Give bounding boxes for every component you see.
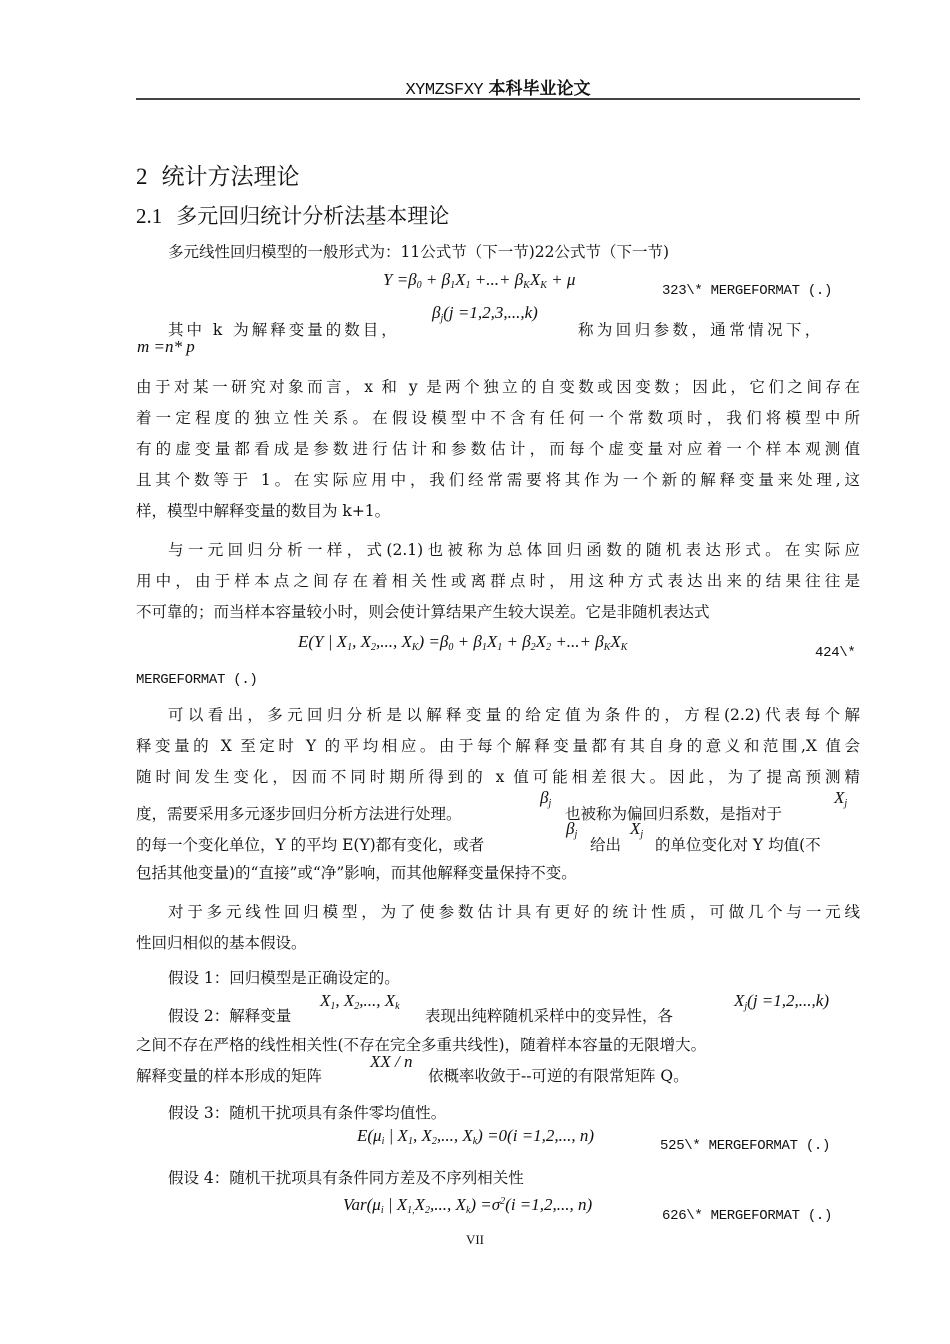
intro-text: 多元线性回归模型的一般形式为：11公式节（下一节)22公式节（下一节) [168, 243, 670, 261]
equation-2: E(Y | $X_1$, $X_2$,..., $X_K) =\beta_0 + \beta_1X_1 + \beta_2X_2$ +...+ $\beta_KX_K$ [298, 632, 628, 653]
beta-j-math [540, 788, 551, 809]
assumption-4: 假设 4：随机干扰项具有条件同方差及不序列相关性 [168, 1169, 524, 1187]
subscript-j: j [574, 829, 578, 840]
equation-4: $Var(\mu_i$ | $X_{1,}X_2$,..., $X_k) =\sigma^2(i =1,2$,..., n) [343, 1195, 593, 1216]
x-symbol: X [834, 788, 845, 807]
p4-line-1 [168, 700, 860, 731]
p2-line-4: 且其个数等于 1。在实际应用中，我们经常需要将其作为一个新的解释变量来处理,这 [136, 471, 860, 489]
assumption-2-line-2: 之间不存在严格的线性相关性(不存在完全多重共线性)，随着样本容量的无限增大。 [136, 1036, 707, 1054]
chapter-number: 2 [136, 164, 148, 189]
p4-line-3: 随时间发生变化，因而不同时期所得到的 x 值可能相差很大。因此，为了提高预测精 [136, 768, 860, 786]
beta-symbol: β [540, 788, 549, 807]
subscript-j: j [548, 798, 552, 809]
equation-3-number: 525\* MERGEFORMAT (.) [660, 1138, 831, 1154]
m-equals-np-math: m =n* p [137, 337, 195, 356]
p5-line-1-text: 对于多元线性回归模型，为了使参数估计具有更好的统计性质，可做几个与一元线 [168, 903, 860, 921]
xj-range-math: $X_j(j =1,2,...,k)$ [734, 991, 829, 1012]
assumption-1: 假设 1：回归模型是正确设定的。 [168, 969, 400, 987]
beta-j-range-math: $\beta_j(j =1,2,3,...,k)$ [432, 303, 538, 324]
page-header [136, 74, 860, 100]
p4-line-5-a: 的每一个变化单位，Y 的平均 E(Y)都有变化，或者 [136, 836, 485, 854]
p5-line-1 [168, 897, 860, 928]
p4-line-6: 包括其他变量)的“直接”或“净”影响，而其他解释变量保持不变。 [136, 864, 577, 882]
assumption-2-line-1-a: 假设 2：解释变量 [168, 1007, 292, 1025]
x-symbol: X [630, 819, 641, 838]
p4-line-2: 释变量的 X 至定时 Y 的平均相应。由于每个解释变量都有其自身的意义和范围,X 值会 [136, 737, 860, 755]
equation-2-number-a: 424\* [815, 645, 856, 661]
p2-line-2: 着一定程度的独立性关系。在假设模型中不含有任何一个常数项时，我们将模型中所 [136, 409, 860, 427]
x-j-math [834, 788, 847, 809]
subscript-j: j [640, 829, 644, 840]
p4-line-4-b: 也被称为偏回归系数，是指对于 [565, 805, 783, 823]
section-number: 2.1 [136, 204, 163, 228]
equation-3: $E(\mu_i$ | $X_1$, $X_2$,..., $X_k) =0(i =1,2$,..., n) [357, 1126, 595, 1147]
p5-line-2: 性回归相似的基本假设。 [136, 934, 307, 952]
p2-line-5: 样，模型中解释变量的数目为 k+1。 [136, 502, 391, 520]
subscript-j: j [844, 798, 848, 809]
beta-symbol: β [566, 819, 575, 838]
p4-line-1-text: 可以看出，多元回归分析是以解释变量的给定值为条件的，方程(2.2)代表每个解 [168, 706, 860, 724]
page-number: VII [465, 1232, 485, 1247]
section-title: 多元回归统计分析法基本理论 [176, 204, 450, 228]
assumption-3: 假设 3：随机干扰项具有条件零均值性。 [168, 1104, 447, 1122]
assumption-2-line-3-a: 解释变量的样本形成的矩阵 [136, 1067, 323, 1085]
p4-line-5-b: 给出 [590, 836, 622, 854]
beta-j-math-2 [566, 819, 577, 840]
p2-line-3: 有的虚变量都看成是参数进行估计和参数估计，而每个虚变量对应着一个样本观测值 [136, 440, 860, 458]
xx-over-n-math: XX / n [370, 1052, 413, 1071]
equation-4-number: 626\* MERGEFORMAT (.) [662, 1208, 833, 1224]
p3-line-2: 用中，由于样本点之间存在着相关性或离群点时，用这种方式表达出来的结果往往是 [136, 572, 860, 590]
p1-line1-text: 其中 k 为解释变量的数目， [168, 321, 400, 339]
x-j-math-2 [630, 819, 643, 840]
p4-line-5-c: 的单位变化对 Y 均值(不 [655, 836, 821, 854]
p3-line-3: 不可靠的；而当样本容量较小时，则会使计算结果产生较大误差。它是非随机表达式 [136, 603, 710, 621]
equation-2-number-b: MERGEFORMAT (.) [136, 672, 258, 688]
assumption-2-line-3-b: 依概率收敛于--可逆的有限常矩阵 Q。 [428, 1067, 689, 1085]
p2-line-1: 由于对某一研究对象而言，x 和 y 是两个独立的自变数或因变数；因此，它们之间存在 [136, 378, 860, 396]
chapter-heading [136, 158, 300, 191]
x1-to-xk-math: $X_1$, $X_2$,..., $X_k$ [320, 991, 400, 1012]
header-title: 本科毕业论文 [488, 79, 591, 99]
p3-line-1 [168, 535, 860, 566]
header-school-code: XYMZSFXY [405, 81, 484, 100]
equation-1-number: 323\* MERGEFORMAT (.) [662, 283, 833, 299]
section-heading [136, 200, 449, 230]
p3-line-1-text: 与一元回归分析一样，式(2.1)也被称为总体回归函数的随机表达形式。在实际应 [168, 541, 860, 559]
assumption-2-line-1-b: 表现出纯粹随机采样中的变异性，各 [425, 1007, 674, 1025]
p4-line-4-a: 度，需要采用多元逐步回归分析方法进行处理。 [136, 805, 462, 823]
header-divider [136, 98, 860, 100]
equation-1: $Y =\beta_0 + \beta_1X_1$ +...+ $\beta_KX_K + \mu$ [383, 270, 576, 291]
p1-line1-text-b: 称为回归参数，通常情况下， [578, 321, 824, 339]
chapter-title: 统计方法理论 [161, 164, 300, 190]
